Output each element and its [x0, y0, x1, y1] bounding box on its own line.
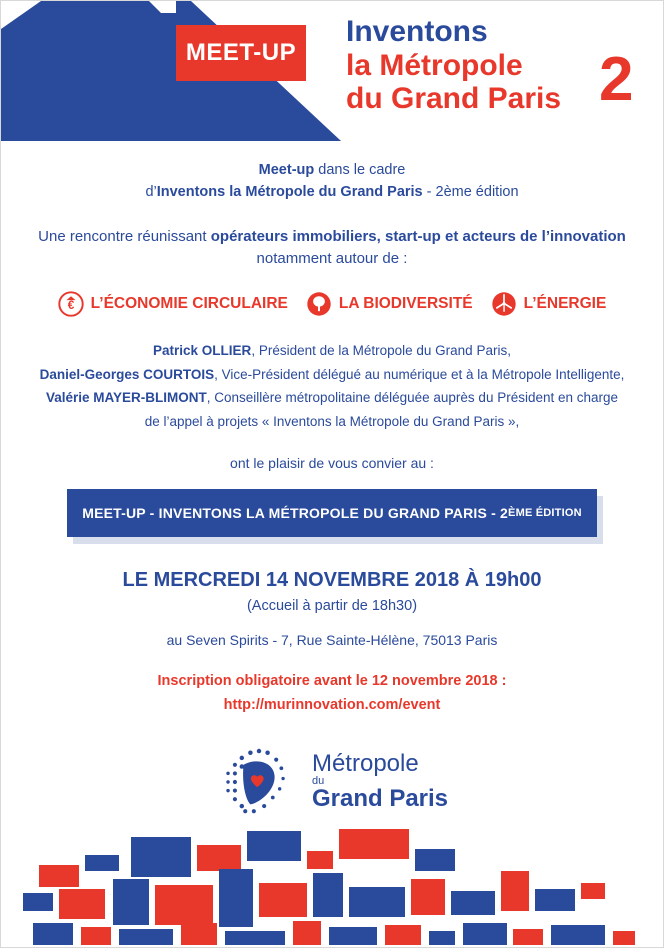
event-place: au Seven Spirits - 7, Rue Sainte-Hélène, 75013 Paris: [166, 632, 498, 649]
person-name: Patrick OLLIER: [153, 342, 252, 358]
person-name: Valérie MAYER-BLIMONT: [45, 390, 207, 406]
person-line: [23, 339, 641, 363]
metropole-logo: [23, 739, 641, 825]
theme-label: L’ÉCONOMIE CIRCULAIRE: [90, 294, 288, 312]
header-title: [346, 15, 561, 116]
logo-line3: Grand Paris: [311, 785, 449, 813]
person-line-continuation: de l’appel à projets « Inventons la Métropole du Grand Paris »,: [144, 413, 520, 429]
lead-line1: [23, 226, 641, 249]
subtitle-line2: [23, 181, 641, 203]
header-title-line3: du Grand Paris: [346, 82, 562, 116]
lead-line1-prefix: Une rencontre réunissant: [38, 227, 211, 245]
theme-label: L’ÉNERGIE: [523, 294, 607, 312]
event-banner-suffix: ÈME ÉDITION: [508, 507, 582, 520]
meetup-badge: [176, 25, 306, 81]
invite-text: ont le plaisir de vous convier au :: [230, 455, 434, 472]
subtitle-block: [23, 159, 641, 204]
logo-line2: du: [311, 775, 325, 788]
svg-text:€: €: [67, 299, 74, 313]
edition-number: 2: [599, 45, 634, 114]
registration-deadline: Inscription obligatoire avant le 12 novembre 2018 :: [157, 673, 507, 690]
person-role: , Président de la Métropole du Grand Paris,: [251, 342, 511, 358]
person-line: [23, 363, 641, 387]
theme-item: [491, 291, 607, 317]
themes-row: [23, 291, 641, 317]
header-title-line1: Inventons: [346, 15, 488, 48]
subtitle-line1-rest: dans le cadre: [314, 162, 406, 178]
lead-line1-strong: opérateurs immobiliers, start-up et acteurs de l’innovation: [210, 227, 626, 245]
person-name: Daniel-Georges COURTOIS: [39, 366, 215, 382]
event-date: LE MERCREDI 14 NOVEMBRE 2018 À 19h00: [122, 569, 542, 592]
person-line: [23, 386, 641, 410]
theme-item: [58, 291, 288, 317]
event-banner-main: MEET-UP - INVENTONS LA MÉTROPOLE DU GRAND PARIS - 2: [82, 505, 509, 522]
lead-block: [23, 226, 641, 271]
windmill-icon: [491, 291, 517, 317]
tree-icon: [306, 291, 332, 317]
logo-line1: Métropole: [311, 750, 419, 778]
people-block: [23, 339, 641, 434]
metropole-logo-text: [312, 752, 448, 811]
euro-recycle-icon: [58, 291, 84, 317]
footer-mosaic: [1, 827, 664, 947]
person-role: , Conseillère métropolitaine déléguée auprès du Président en charge: [206, 390, 619, 406]
registration-link[interactable]: http://murinnovation.com/event: [223, 696, 441, 713]
theme-item: [306, 291, 473, 317]
subtitle-line2-prefix: d’: [145, 184, 157, 201]
subtitle-line2-rest: - 2ème édition: [422, 184, 519, 201]
header-title-line2: la Métropole: [346, 48, 523, 82]
header: [1, 1, 663, 141]
theme-label: LA BIODIVERSITÉ: [338, 294, 473, 312]
subtitle-line1: [23, 159, 641, 181]
main-content: [1, 159, 663, 825]
banner-wrap: [23, 489, 641, 545]
header-chevron-graphic: [1, 1, 664, 141]
subtitle-line2-strong: Inventons la Métropole du Grand Paris: [156, 184, 423, 201]
event-welcome-time: (Accueil à partir de 18h30): [246, 598, 418, 615]
registration-block: [23, 670, 641, 716]
metropole-logo-mark: [216, 739, 302, 825]
event-banner: [67, 489, 597, 537]
person-role: , Vice-Président délégué au numérique et à la Métropole Intelligente,: [214, 366, 625, 382]
lead-line2: notamment autour de :: [256, 250, 408, 268]
meetup-badge-label: MEET-UP: [185, 39, 297, 66]
subtitle-line1-strong: Meet-up: [258, 162, 315, 178]
